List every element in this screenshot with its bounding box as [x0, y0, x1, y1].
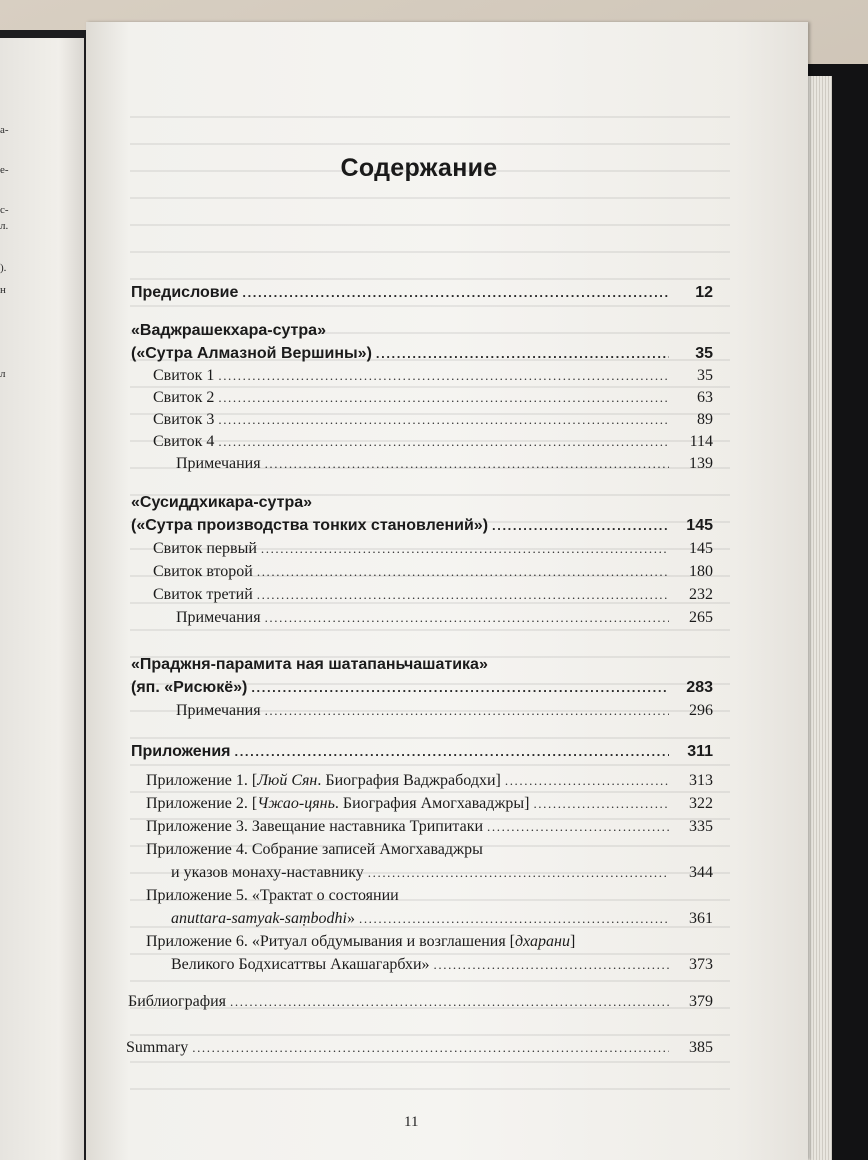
toc-entry-label: Приложение 3. Завещание наставника Трипитаки [146, 818, 484, 835]
toc-entry-appendix[interactable] [146, 816, 713, 838]
toc-entry-susiddhi[interactable] [131, 515, 713, 537]
leader-dots [218, 387, 669, 409]
appendix-tail: » [346, 910, 355, 927]
toc-entry-appendix[interactable] [146, 793, 713, 815]
toc-entry-appendix[interactable] [146, 770, 713, 792]
leader-dots [192, 1037, 669, 1059]
toc-entry-label: Приложения [131, 743, 231, 760]
appendix-prefix: Приложение 1. [ [146, 772, 258, 789]
toc-entry-appendix[interactable] [171, 954, 713, 976]
left-page-fragment: е- [0, 164, 9, 176]
leader-dots [235, 741, 670, 763]
toc-entry-label [146, 770, 501, 792]
left-page-fragment: н [0, 284, 6, 296]
page-number: 11 [404, 1114, 419, 1130]
leader-dots [434, 954, 669, 976]
toc-entry-appendix-line1: Приложение 5. «Трактат о состоянии [146, 887, 399, 904]
leader-dots [251, 677, 669, 699]
toc-section-title-prajna: «Праджня-парамита ная шатапаньчашатика» [131, 656, 488, 673]
leader-dots [242, 282, 669, 304]
toc-entry-label [171, 908, 355, 930]
toc-page-number: 145 [686, 517, 713, 534]
toc-entry-label: Свиток третий [153, 586, 253, 603]
toc-page-number: 322 [689, 795, 713, 812]
toc-entry-label [146, 793, 529, 815]
appendix-italic-term: дхарани [515, 933, 570, 950]
appendix-label-end: ] [569, 933, 576, 950]
toc-entry-label: («Сутра Алмазной Вершины») [131, 345, 372, 362]
leader-dots [218, 365, 669, 387]
toc-entry-appendix-line1: Приложение 4. Собрание записей Амогхаваджры [146, 841, 483, 858]
appendix-prefix: Приложение 2. [ [146, 795, 258, 812]
toc-page-number: 265 [689, 609, 713, 626]
left-page-fragment: л [0, 368, 6, 380]
toc-entry-scroll[interactable] [153, 561, 713, 583]
leader-dots [257, 584, 669, 606]
toc-entry-vajra[interactable] [131, 343, 713, 365]
toc-entry-label: Примечания [176, 609, 261, 626]
left-page-fragment: ). [0, 262, 7, 274]
leader-dots [230, 991, 669, 1013]
toc-entry-label: Свиток 1 [153, 367, 215, 384]
leader-dots [257, 561, 669, 583]
leader-dots [261, 538, 669, 560]
toc-entry-notes[interactable] [176, 700, 713, 722]
toc-page-number: 35 [697, 367, 713, 384]
toc-entry-appendices[interactable] [131, 741, 713, 763]
toc-page-number: 12 [695, 284, 713, 301]
toc-entry-scroll[interactable] [153, 538, 713, 560]
toc-entry-notes[interactable] [176, 453, 713, 475]
left-page-fragment: л. [0, 220, 9, 232]
left-page-fragment: а- [0, 124, 9, 136]
appendix-rest: . Биография Ваджрабодхи] [317, 772, 501, 789]
toc-page-number: 311 [687, 743, 713, 760]
toc-page-number: 114 [689, 433, 713, 450]
toc-page-number: 63 [697, 389, 713, 406]
leader-dots [218, 409, 669, 431]
leader-dots [265, 607, 669, 629]
toc-page-number: 335 [689, 818, 713, 835]
toc-entry-label: Свиток второй [153, 563, 253, 580]
toc-entry-label: Свиток 3 [153, 411, 215, 428]
page-title: Содержание [340, 154, 498, 182]
toc-entry-label: (яп. «Рисюкё») [131, 679, 248, 696]
toc-page-number: 379 [689, 993, 713, 1010]
toc-entry-appendix-line1 [146, 931, 575, 953]
toc-entry-notes[interactable] [176, 607, 713, 629]
leader-dots [368, 862, 669, 884]
toc-page-number: 296 [689, 702, 713, 719]
toc-entry-label: («Сутра производства тонких становлений») [131, 517, 489, 534]
toc-entry-preface[interactable] [131, 282, 713, 304]
leader-dots [376, 343, 669, 365]
toc-page-number: 180 [689, 563, 713, 580]
toc-page-number: 313 [689, 772, 713, 789]
leader-dots [359, 908, 669, 930]
toc-entry-bibliography[interactable] [128, 991, 713, 1013]
leader-dots [492, 515, 669, 537]
leader-dots [505, 770, 669, 792]
toc-entry-label: Предисловие [131, 284, 239, 301]
appendix-author: Чжао-цянь [257, 795, 335, 812]
toc-section-title-susiddhi: «Сусиддхикара-сутра» [131, 494, 313, 511]
toc-entry-label: Свиток 2 [153, 389, 215, 406]
toc-entry-summary[interactable] [126, 1037, 713, 1059]
toc-entry-scroll[interactable] [153, 387, 713, 409]
appendix-author: Люй Сян [257, 772, 318, 789]
toc-entry-label: Примечания [176, 455, 261, 472]
toc-entry-scroll[interactable] [153, 365, 713, 387]
toc-page-number: 373 [689, 956, 713, 973]
toc-entry-label: Примечания [176, 702, 261, 719]
leader-dots [487, 816, 669, 838]
toc-entry-label: Библиография [128, 993, 226, 1010]
leader-dots [265, 453, 669, 475]
toc-page-number: 283 [686, 679, 713, 696]
left-page-fragment: с- [0, 204, 9, 216]
toc-entry-label: Великого Бодхисаттвы Акашагарбхи» [171, 956, 430, 973]
toc-entry-label: Свиток первый [153, 540, 257, 557]
appendix-italic-term: anuttara-samyak-saṃbodhi [171, 910, 347, 927]
toc-entry-appendix[interactable] [171, 908, 713, 930]
toc-entry-label: Summary [126, 1039, 189, 1056]
toc-entry-scroll[interactable] [153, 584, 713, 606]
toc-entry-scroll[interactable] [153, 431, 713, 453]
toc-entry-scroll[interactable] [153, 409, 713, 431]
toc-page-number: 89 [697, 411, 713, 428]
leader-dots [265, 700, 669, 722]
toc-entry-label: Свиток 4 [153, 433, 215, 450]
appendix-rest: . Биография Амогхаваджры] [334, 795, 530, 812]
toc-page-number: 139 [689, 455, 713, 472]
toc-page-number: 344 [689, 864, 713, 881]
toc-entry-prajna[interactable] [131, 677, 713, 699]
toc-section-title-vajra: «Ваджрашекхара-сутра» [131, 322, 326, 339]
toc-entry-label: и указов монаху-наставнику [171, 864, 364, 881]
appendix-label-start: Приложение 6. «Ритуал обдумывания и возглашения [ [146, 933, 516, 950]
toc-page-number: 145 [689, 540, 713, 557]
toc-page-number: 385 [689, 1039, 713, 1056]
toc-page-number: 35 [695, 345, 713, 362]
leader-dots [218, 431, 669, 453]
toc-entry-appendix[interactable] [171, 862, 713, 884]
leader-dots [533, 793, 669, 815]
toc-page-number: 232 [689, 586, 713, 603]
toc-page-number: 361 [689, 910, 713, 927]
